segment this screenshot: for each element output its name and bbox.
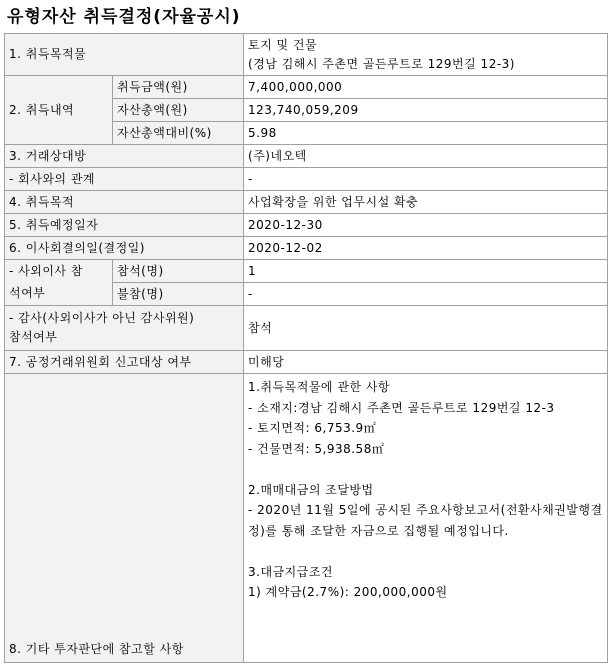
outside-directors-label-line2: 석여부 (9, 286, 46, 300)
other-line: 2.매매대금의 조달방법 (248, 482, 374, 497)
board-date-value: 2020-12-02 (244, 237, 608, 260)
total-assets-label: 자산총액(원) (113, 99, 244, 122)
row-purpose (5, 191, 608, 214)
total-assets-value: 123,740,059,209 (244, 99, 608, 122)
ratio-value: 5.98 (244, 122, 608, 145)
asset-value (244, 34, 608, 76)
page-title: 유형자산 취득결정(자율공시) (7, 7, 241, 27)
board-date-label: 6. 이사회결의일(결정일) (5, 237, 244, 260)
other-label: 8. 기타 투자판단에 참고할 사항 (5, 374, 244, 663)
purpose-value: 사업확장을 위한 업무시설 확충 (244, 191, 608, 214)
attend-value: 1 (244, 260, 608, 283)
asset-value-line1: 토지 및 건물 (248, 37, 318, 52)
row-auditor (5, 306, 608, 351)
row-outside-attend (5, 260, 608, 283)
other-value (244, 374, 608, 663)
amount-label: 취득금액(원) (113, 76, 244, 99)
purpose-label: 4. 취득목적 (5, 191, 244, 214)
row-relation (5, 168, 608, 191)
ftc-value: 미해당 (244, 351, 608, 374)
row-board-date (5, 237, 608, 260)
asset-label: 1. 취득목적물 (5, 34, 244, 76)
details-label: 2. 취득내역 (5, 76, 113, 145)
other-line: - 토지면적: 6,753.9㎡ (248, 421, 377, 435)
counterparty-label: 3. 거래상대방 (5, 145, 244, 168)
row-other (5, 374, 608, 663)
row-details-amount (5, 76, 608, 99)
relation-label: - 회사와의 관계 (5, 168, 244, 191)
row-ftc (5, 351, 608, 374)
auditor-value: 참석 (244, 306, 608, 351)
other-line: 1.취득목적물에 관한 사항 (248, 380, 391, 394)
other-line (248, 541, 603, 562)
scheduled-date-label: 5. 취득예정일자 (5, 214, 244, 237)
auditor-label-line2: 참석여부 (9, 330, 58, 344)
other-line: - 2020년 11월 5일에 공시된 주요사항보고서(전환사채권발행결정)를 통해 조달한 자금으로 집행될 예정입니다. (248, 503, 603, 538)
absent-value: - (244, 283, 608, 306)
amount-value: 7,400,000,000 (244, 76, 608, 99)
attend-label: 참석(명) (113, 260, 244, 283)
row-counterparty (5, 145, 608, 168)
counterparty-value: (주)네오텍 (244, 145, 608, 168)
scheduled-date-value: 2020-12-30 (244, 214, 608, 237)
outside-directors-label (5, 260, 113, 306)
asset-value-line2: (경남 김해시 주촌면 골든루트로 129번길 12-3) (248, 56, 515, 71)
auditor-label-line1: - 감사(사외이사가 아닌 감사위원) (9, 311, 195, 325)
disclosure-table (4, 33, 608, 663)
other-line: - 소재지:경남 김해시 주촌면 골든루트로 129번길 12-3 (248, 400, 555, 415)
row-asset (5, 34, 608, 76)
other-line: 3.대금지급조건 (248, 564, 334, 579)
relation-value: - (244, 168, 608, 191)
ftc-label: 7. 공정거래위원회 신고대상 여부 (5, 351, 244, 374)
ratio-label: 자산총액대비(%) (113, 122, 244, 145)
other-line: 1) 계약금(2.7%): 200,000,000원 (248, 585, 448, 599)
absent-label: 불참(명) (113, 283, 244, 306)
row-scheduled-date (5, 214, 608, 237)
other-line: - 건물면적: 5,938.58㎡ (248, 441, 385, 456)
other-line (248, 459, 603, 480)
auditor-label (5, 306, 244, 351)
outside-directors-label-line1: - 사외이사 참 (9, 264, 83, 278)
